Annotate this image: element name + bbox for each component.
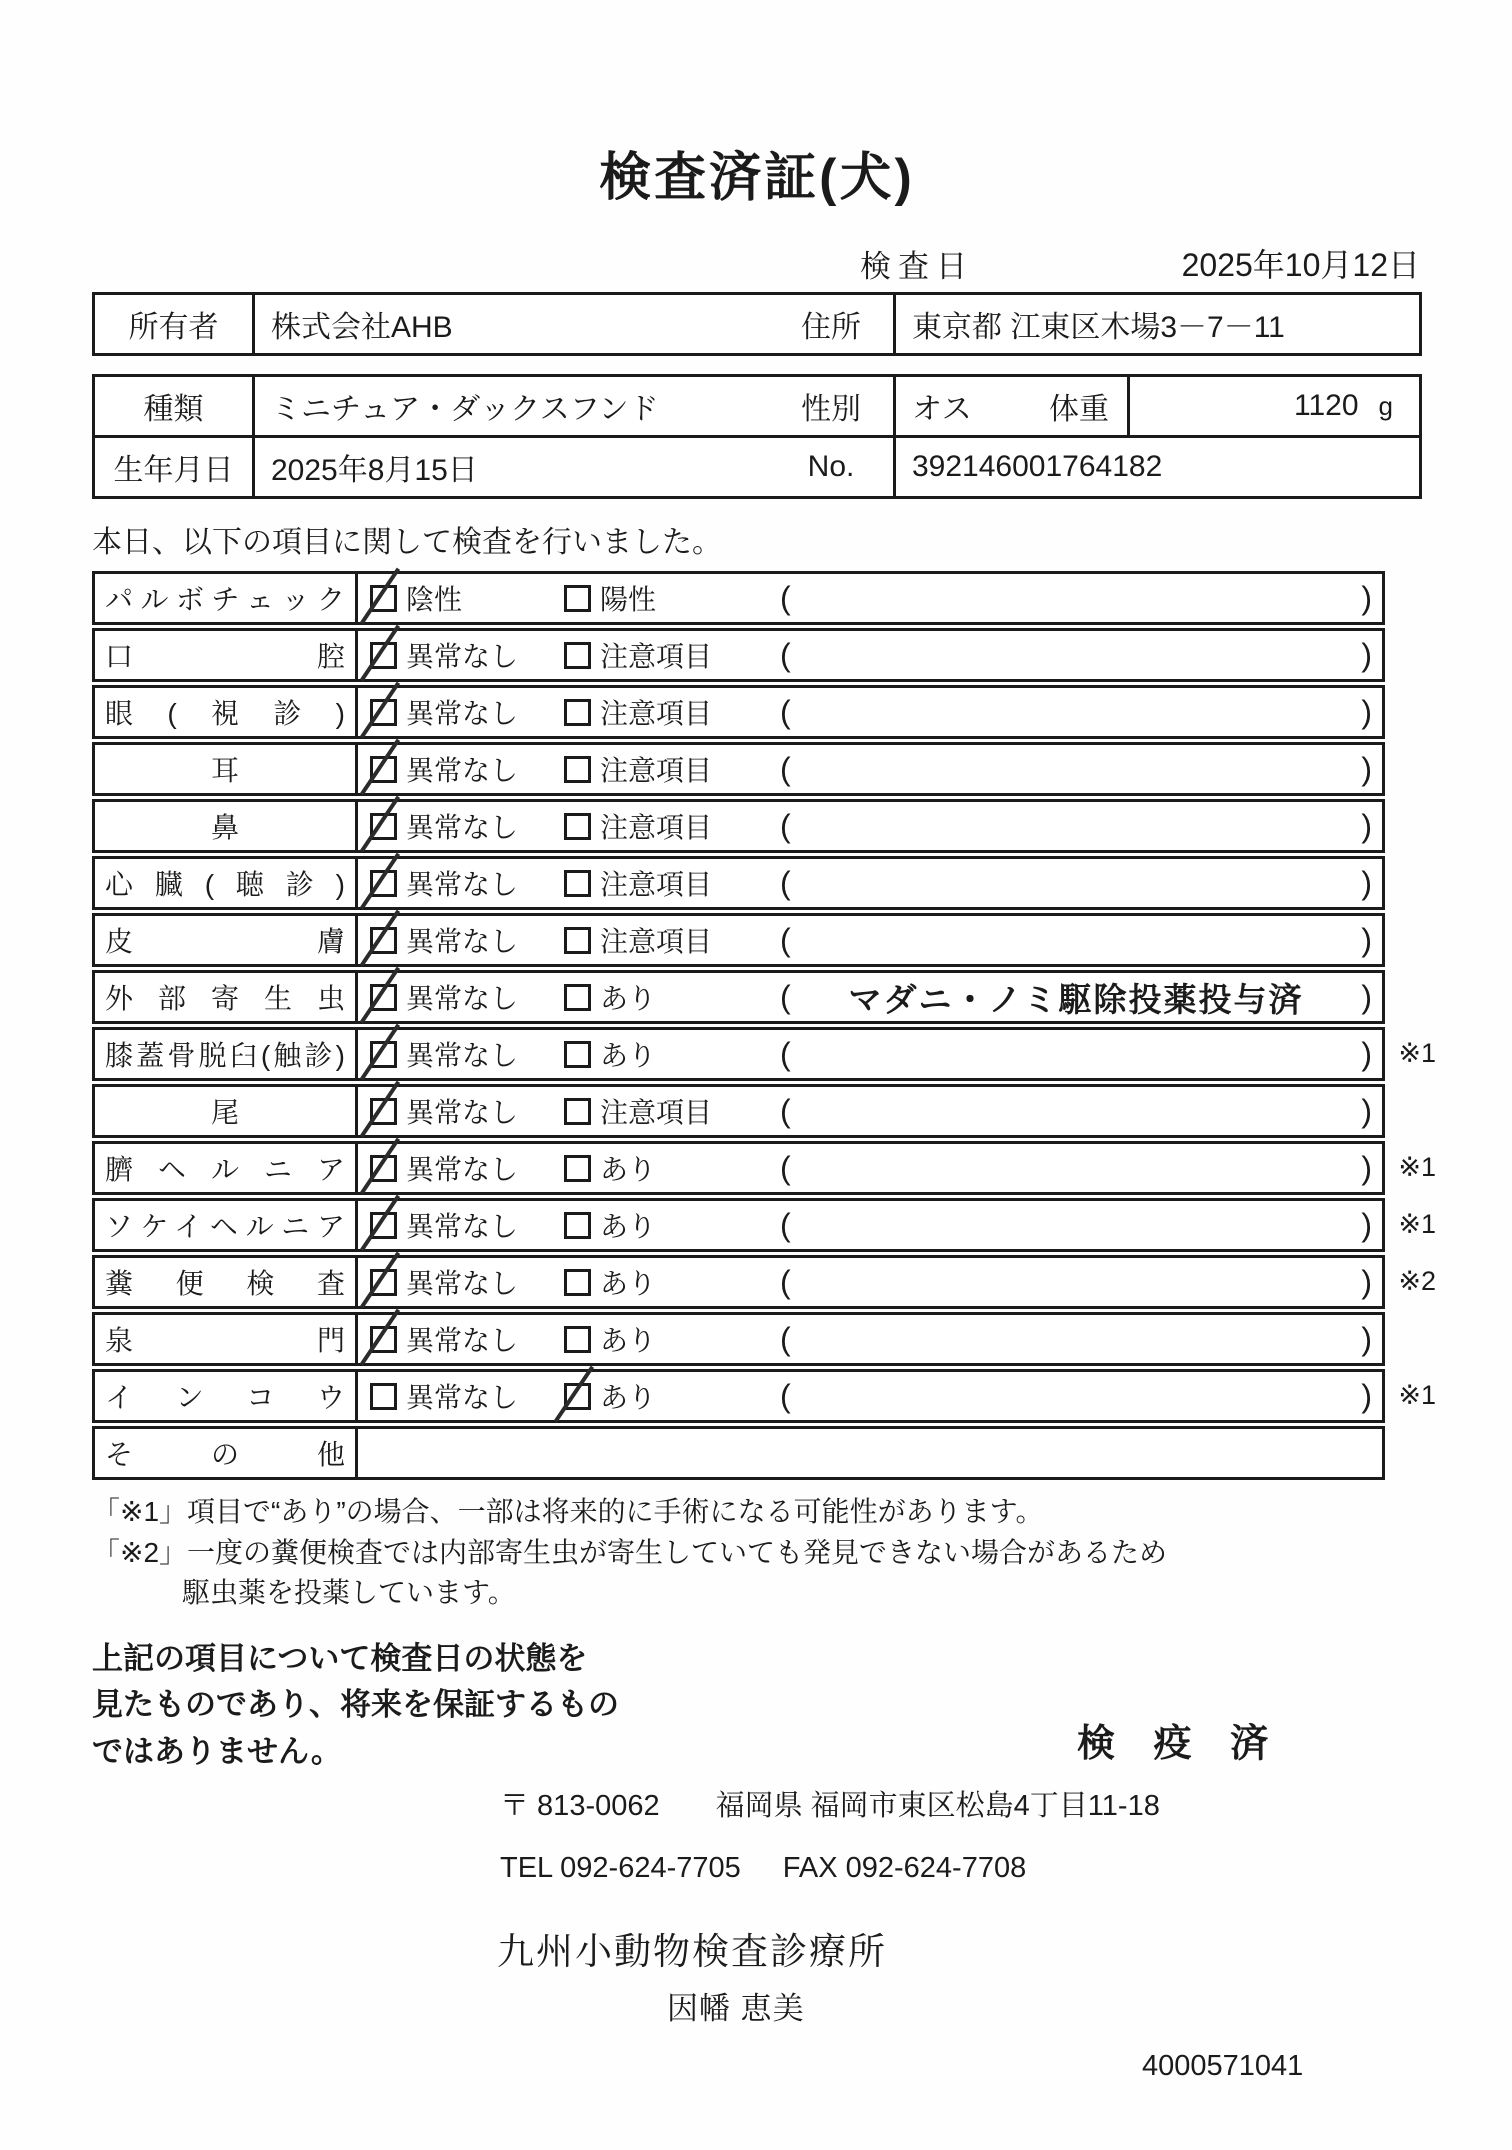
option-2-label: 注意項目 — [600, 698, 713, 729]
option-2-label: 注意項目 — [600, 641, 713, 672]
option-2-checkbox — [564, 1155, 591, 1182]
checklist-item-label: 耳 — [95, 745, 358, 793]
weight-cell — [1130, 377, 1419, 435]
option-2-group — [564, 1262, 780, 1302]
remarks-parentheses: ( ) — [780, 636, 1372, 673]
checklist-row — [92, 799, 1385, 853]
intro-sentence: 本日、以下の項目に関して検査を行いました。 — [92, 526, 722, 559]
breed-value: ミニチュア・ダックスフンド — [271, 393, 659, 426]
remarks-parentheses: ( ) — [780, 750, 1372, 787]
checklist-item-label: 皮膚 — [95, 916, 358, 964]
option-1-checkbox — [370, 699, 397, 726]
option-2-group — [564, 749, 780, 789]
animal-table-row-1 — [95, 377, 1419, 435]
clinic-postal-code: 〒 813-0062 — [500, 1790, 660, 1823]
disclaimer-line-1: 上記の項目について検査日の状態を — [92, 1640, 588, 1676]
option-2-group — [564, 578, 780, 618]
clinic-name: 九州小動物検査診療所 — [497, 1931, 887, 1973]
option-2-group — [564, 1319, 780, 1359]
option-2-group — [564, 692, 780, 732]
serial-number: 4000571041 — [1142, 2050, 1304, 2083]
option-2-group — [564, 1376, 780, 1416]
option-2-group — [564, 863, 780, 903]
weight-unit: g — [1378, 390, 1393, 421]
checklist-row — [92, 685, 1385, 739]
checklist-row — [92, 1426, 1385, 1480]
option-1-label: 異常なし — [406, 869, 519, 900]
option-2-checkbox — [564, 813, 591, 840]
option-1-group — [358, 578, 564, 618]
remarks-parentheses: ( ) — [780, 579, 1372, 616]
animal-table — [92, 374, 1422, 499]
option-2-group — [564, 1148, 780, 1188]
option-1-label: 異常なし — [406, 926, 519, 957]
option-2-label: あり — [600, 1382, 657, 1413]
clinic-address-line — [500, 1783, 1422, 1824]
option-1-group — [358, 1148, 564, 1188]
option-2-label: 陽性 — [600, 584, 657, 615]
checklist-row — [92, 628, 1385, 682]
inspection-date-label: 検査日 — [860, 249, 974, 284]
checklist-row — [92, 742, 1385, 796]
option-1-checkbox — [370, 585, 397, 612]
checklist-item-label: 臍ヘルニア — [95, 1144, 358, 1192]
no-value: 392146001764182 — [912, 450, 1163, 483]
option-2-checkbox — [564, 984, 591, 1011]
remarks-text: マダニ・ノミ駆除投薬投与済 — [848, 980, 1304, 1018]
reference-mark: ※1 — [1398, 1038, 1436, 1068]
disclaimer-line-2: 見たものであり、将来を保証するもの — [92, 1687, 619, 1723]
option-1-label: 異常なし — [406, 1382, 519, 1413]
checklist-row — [92, 1255, 1436, 1309]
sex-label: 性別 — [769, 377, 896, 435]
option-2-label: あり — [600, 1268, 657, 1299]
option-1-checkbox — [370, 642, 397, 669]
weight-label: 体重 — [1031, 377, 1130, 435]
option-1-label: 異常なし — [406, 1268, 519, 1299]
checklist-row — [92, 1141, 1436, 1195]
option-2-label: あり — [600, 1211, 657, 1242]
option-2-checkbox — [564, 870, 591, 897]
option-1-label: 異常なし — [406, 1154, 519, 1185]
option-2-group — [564, 920, 780, 960]
option-1-checkbox — [370, 1269, 397, 1296]
option-1-label: 異常なし — [406, 983, 519, 1014]
option-2-checkbox — [564, 1269, 591, 1296]
checklist-item-label: 泉門 — [95, 1315, 358, 1363]
option-2-checkbox — [564, 642, 591, 669]
reference-mark: ※1 — [1398, 1209, 1436, 1239]
remarks-parentheses: ( マダニ・ノミ駆除投薬投与済 ) — [780, 974, 1382, 1021]
remarks-parentheses: ( ) — [780, 1377, 1372, 1414]
checklist-item-label: 膝蓋骨脱臼(触診) — [95, 1030, 358, 1078]
checklist-row — [92, 1084, 1385, 1138]
option-1-group — [358, 1091, 564, 1131]
option-1-label: 異常なし — [406, 1040, 519, 1071]
option-1-label: 異常なし — [406, 1097, 519, 1128]
option-2-group — [564, 977, 780, 1017]
option-1-group — [358, 1034, 564, 1074]
remarks-parentheses: ( ) — [780, 693, 1372, 730]
option-1-checkbox — [370, 927, 397, 954]
clinic-address: 福岡県 福岡市東区松島4丁目11-18 — [715, 1790, 1160, 1823]
weight-value: 1120 — [1294, 389, 1359, 422]
option-1-checkbox — [370, 1326, 397, 1353]
option-1-checkbox — [370, 984, 397, 1011]
footnotes — [92, 1492, 1422, 1614]
clinic-phone-line — [500, 1852, 1422, 1885]
reference-mark: ※1 — [1398, 1152, 1436, 1182]
page-title: 検査済証(犬) — [599, 149, 915, 207]
option-1-label: 異常なし — [406, 1325, 519, 1356]
option-1-checkbox — [370, 1212, 397, 1239]
option-1-group — [358, 806, 564, 846]
remarks-parentheses: ( ) — [780, 1320, 1372, 1357]
option-2-group — [564, 1091, 780, 1131]
checklist-row — [92, 1369, 1436, 1423]
checklist-row — [92, 856, 1385, 910]
checklist-table — [92, 571, 1436, 1480]
option-2-checkbox — [564, 1041, 591, 1068]
clinic-tel: TEL 092-624-7705 — [500, 1852, 741, 1885]
option-2-label: 注意項目 — [600, 812, 713, 843]
breed-label: 種類 — [95, 377, 255, 435]
option-2-label: 注意項目 — [600, 1097, 713, 1128]
option-2-group — [564, 635, 780, 675]
address-label: 住所 — [769, 295, 896, 353]
option-2-checkbox — [564, 1098, 591, 1125]
disclaimer-line-3: ではありません。 — [92, 1733, 342, 1769]
option-1-group — [358, 1376, 564, 1416]
option-1-label: 異常なし — [406, 698, 519, 729]
disclaimer — [92, 1636, 1422, 1776]
option-1-group — [358, 977, 564, 1017]
footnote-2: 「※2」一度の糞便検査では内部寄生虫が寄生していても発見できない場合があるため — [92, 1536, 1168, 1568]
option-1-group — [358, 1205, 564, 1245]
owner-table — [92, 292, 1422, 356]
checklist-item-label: 尾 — [95, 1087, 358, 1135]
remarks-parentheses: ( ) — [780, 864, 1372, 901]
checklist-item-label: 口腔 — [95, 631, 358, 679]
option-1-checkbox — [370, 1383, 397, 1410]
option-1-group — [358, 749, 564, 789]
veterinarian-name: 因幡 恵美 — [667, 1991, 805, 2027]
footnote-2-continuation: 駆虫薬を投薬しています。 — [182, 1577, 516, 1609]
option-2-checkbox — [564, 1212, 591, 1239]
option-2-checkbox — [564, 1383, 591, 1410]
checklist-item-label: インコウ — [95, 1372, 358, 1420]
birthdate-label: 生年月日 — [95, 438, 255, 496]
option-2-label: あり — [600, 983, 657, 1014]
reference-mark: ※1 — [1398, 1380, 1436, 1410]
option-2-group — [564, 1034, 780, 1074]
option-1-group — [358, 692, 564, 732]
birthdate-value: 2025年8月15日 — [271, 454, 478, 487]
checklist-row — [92, 970, 1385, 1024]
option-1-checkbox — [370, 1098, 397, 1125]
remarks-parentheses: ( ) — [780, 807, 1372, 844]
checklist-item-label: その他 — [95, 1429, 358, 1477]
remarks-parentheses: ( ) — [780, 1092, 1372, 1129]
option-2-label: 注意項目 — [600, 755, 713, 786]
option-2-group — [564, 1205, 780, 1245]
inspection-date-value: 2025年10月12日 — [1181, 247, 1420, 283]
remarks-parentheses: ( ) — [780, 1263, 1372, 1300]
option-1-label: 異常なし — [406, 812, 519, 843]
checklist-row — [92, 571, 1385, 625]
checklist-item-label: 糞便検査 — [95, 1258, 358, 1306]
option-1-group — [358, 920, 564, 960]
remarks-parentheses: ( ) — [780, 921, 1372, 958]
checklist-item-label: 眼(視診) — [95, 688, 358, 736]
option-2-checkbox — [564, 756, 591, 783]
option-2-label: 注意項目 — [600, 926, 713, 957]
option-2-label: あり — [600, 1040, 657, 1071]
inspection-date-line — [92, 240, 1422, 286]
option-1-checkbox — [370, 813, 397, 840]
checklist-row — [92, 1198, 1436, 1252]
remarks-parentheses: ( ) — [780, 1206, 1372, 1243]
checklist-row — [92, 1312, 1385, 1366]
animal-table-row-2 — [95, 435, 1419, 496]
option-1-group — [358, 635, 564, 675]
option-2-checkbox — [564, 585, 591, 612]
option-1-label: 異常なし — [406, 1211, 519, 1242]
option-1-group — [358, 863, 564, 903]
sex-value: オス — [912, 393, 972, 426]
checklist-item-label: パルボチェック — [95, 574, 358, 622]
checklist-item-label: 鼻 — [95, 802, 358, 850]
option-1-group — [358, 1319, 564, 1359]
option-1-checkbox — [370, 1041, 397, 1068]
address-value: 東京都 江東区木場3－7－11 — [912, 311, 1285, 344]
option-1-checkbox — [370, 1155, 397, 1182]
option-1-label: 異常なし — [406, 641, 519, 672]
checklist-row — [92, 913, 1385, 967]
owner-value: 株式会社AHB — [271, 311, 453, 344]
checklist-row — [92, 1027, 1436, 1081]
reference-mark: ※2 — [1398, 1266, 1436, 1296]
option-1-checkbox — [370, 756, 397, 783]
option-2-checkbox — [564, 1326, 591, 1353]
option-2-label: 注意項目 — [600, 869, 713, 900]
checklist-item-label: 心臓(聴診) — [95, 859, 358, 907]
no-label: No. — [769, 438, 896, 496]
option-2-checkbox — [564, 699, 591, 726]
quarantine-stamp: 検 疫 済 — [1077, 1723, 1283, 1766]
option-2-label: あり — [600, 1154, 657, 1185]
checklist-item-label: ソケイヘルニア — [95, 1201, 358, 1249]
option-1-checkbox — [370, 870, 397, 897]
clinic-fax: FAX 092-624-7708 — [782, 1852, 1027, 1885]
owner-label: 所有者 — [95, 295, 255, 353]
option-2-group — [564, 806, 780, 846]
checklist-item-label: 外部寄生虫 — [95, 973, 358, 1021]
remarks-parentheses: ( ) — [780, 1149, 1372, 1186]
option-2-checkbox — [564, 927, 591, 954]
remarks-parentheses: ( ) — [780, 1035, 1372, 1072]
option-2-label: あり — [600, 1325, 657, 1356]
option-1-label: 陰性 — [406, 584, 463, 615]
footnote-1: 「※1」項目で“あり”の場合、一部は将来的に手術になる可能性があります。 — [92, 1496, 1044, 1527]
option-1-group — [358, 1262, 564, 1302]
option-1-label: 異常なし — [406, 755, 519, 786]
